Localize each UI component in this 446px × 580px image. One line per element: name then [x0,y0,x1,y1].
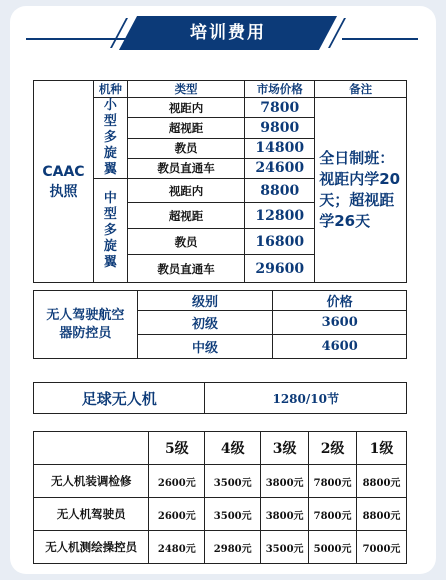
table-row-level: 中级 [137,335,273,359]
table-row-price: 9800 [245,118,315,138]
schedule-note: 全日制班：视距内学20天；超视距学26天 [319,149,401,230]
caac-label-cell [34,81,94,283]
banner-line-right [342,38,418,40]
header-model: 机种 [93,81,127,98]
table-row-type: 超视距 [127,203,244,229]
level-header: 1级 [357,432,407,465]
table-row-price: 3500元 [261,531,309,564]
small-multirotor-label: 小型多旋翼 [103,98,117,177]
table-row-price: 8800 [245,179,315,203]
level-pricing-table [33,431,407,564]
medium-multirotor-label: 中型多旋翼 [103,190,117,270]
table-row-price: 4600 [273,335,407,359]
level-header: 2级 [309,432,357,465]
table-row-price: 3800元 [261,498,309,531]
table-row-price: 2600元 [149,498,205,531]
table-row-type: 教员直通车 [127,255,244,283]
table-row-type: 超视距 [127,118,244,138]
table-row-type: 教员直通车 [127,158,244,178]
airspace-table [33,290,407,359]
table-row-price: 2600元 [149,465,205,498]
table-row-price: 14800 [245,138,315,158]
level-header: 3级 [261,432,309,465]
caac-table [33,80,407,283]
medium-multirotor-cell [93,179,127,283]
table-row-role: 无人机装调检修 [34,465,149,498]
table-row-price: 7800 [245,98,315,118]
football-price: 1280/10节 [205,383,407,414]
header-level: 级别 [137,291,273,311]
table-row-role: 无人机驾驶员 [34,498,149,531]
header-price: 市场价格 [245,81,315,98]
table-row-price: 7800元 [309,465,357,498]
table-row-price: 5000元 [309,531,357,564]
table-row-type: 教员 [127,138,244,158]
banner-line-left [26,38,126,40]
table-row-type: 教员 [127,229,244,255]
level-header-empty [34,432,149,465]
table-row-role: 无人机测绘操控员 [34,531,149,564]
table-row-price: 24600 [245,158,315,178]
football-label: 足球无人机 [34,383,205,414]
page-title: 培训费用 [190,23,266,43]
level-header: 5级 [149,432,205,465]
table-row-price: 3800元 [261,465,309,498]
table-row-price: 3500元 [205,498,261,531]
header-type: 类型 [127,81,244,98]
table-row-price: 29600 [245,255,315,283]
small-multirotor-cell [93,98,127,179]
caac-label-line2: 执照 [49,183,78,200]
table-row-price: 7800元 [309,498,357,531]
table-row-price: 12800 [245,203,315,229]
table-row-type: 视距内 [127,98,244,118]
table-row-price: 8800元 [357,465,407,498]
note-cell [315,98,407,283]
table-row-level: 初级 [137,311,273,335]
table-row-price: 3500元 [205,465,261,498]
header-note: 备注 [315,81,407,98]
caac-label-line1: CAAC [42,163,85,180]
level-header: 4级 [205,432,261,465]
table-row-price: 3600 [273,311,407,335]
table-row-price: 2980元 [205,531,261,564]
airspace-label-cell [34,291,138,359]
table-row-type: 视距内 [127,179,244,203]
table-row-price: 8800元 [357,498,407,531]
airspace-label: 无人驾驶航空器防控员 [46,307,125,341]
football-table [33,382,407,414]
header-airspace-price: 价格 [273,291,407,311]
table-row-price: 16800 [245,229,315,255]
table-row-price: 7000元 [357,531,407,564]
table-row-price: 2480元 [149,531,205,564]
